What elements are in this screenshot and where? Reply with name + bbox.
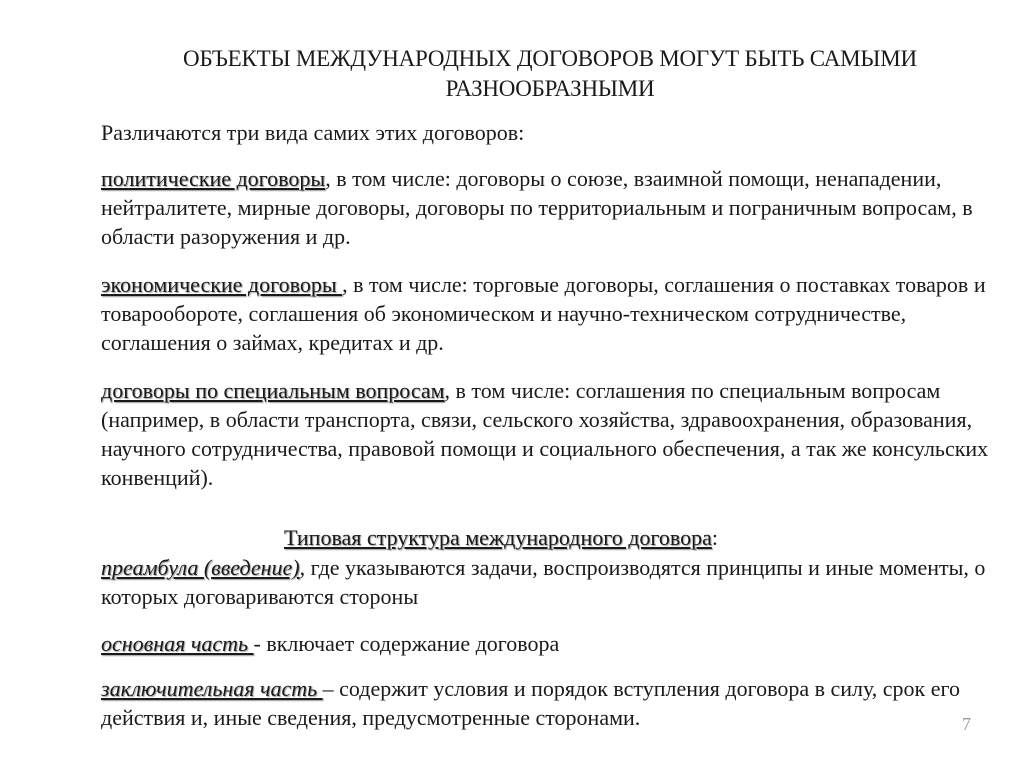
special-treaties-term: договоры по специальным вопросам	[101, 378, 445, 403]
political-treaties-paragraph	[101, 164, 991, 251]
structure-heading-text: Типовая структура международного договора	[284, 525, 712, 550]
lead-text: Различаются три вида самих этих договоров:	[101, 120, 525, 145]
structure-heading-suffix: :	[711, 525, 718, 550]
special-treaties-paragraph	[101, 376, 991, 492]
preamble-paragraph	[101, 553, 991, 611]
slide-title: ОБЪЕКТЫ МЕЖДУНАРОДНЫХ ДОГОВОРОВ МОГУТ БЫТЬ САМЫМИ РАЗНООБРАЗНЫМИ	[183, 46, 917, 101]
political-treaties-text: , в том числе: договоры о союзе, взаимной помощи, ненападении, нейтралитете, мирные договоры, договоры по территориальным и пограничным вопросам, в области разоружения и др.	[101, 166, 973, 249]
preamble-text: , где указываются задачи, воспроизводятся принципы и иные моменты, о которых договариваются стороны	[101, 555, 986, 609]
main-part-text: - включает содержание договора	[253, 631, 560, 656]
main-part-term: основная часть	[101, 631, 254, 656]
special-treaties-text: , в том числе: соглашения по специальным вопросам (например, в области транспорта, связи, сельского хозяйства, здравоохранения, образования, научного сотрудничества, правовой помощи и социального обеспечения, а так же консульских конвенций).	[101, 378, 989, 490]
final-part-term: заключительная часть	[101, 676, 323, 701]
economic-treaties-text: , в том числе: торговые договоры, соглашения о поставках товаров и товарообороте, соглашения об экономическом и научно-техническом сотрудничестве, соглашения о займах, кредитах и др.	[101, 272, 986, 355]
political-treaties-term: политические договоры	[101, 166, 326, 191]
preamble-term: преамбула (введение)	[101, 555, 300, 580]
page-number: 7	[962, 714, 971, 734]
economic-treaties-term: экономические договоры	[101, 272, 343, 297]
main-part-paragraph	[101, 629, 991, 658]
structure-heading	[101, 523, 901, 552]
final-part-text: – содержит условия и порядок вступления договора в силу, срок его действия и, иные сведения, предусмотренные сторонами.	[101, 676, 960, 730]
final-part-paragraph	[101, 674, 991, 732]
economic-treaties-paragraph	[101, 270, 991, 357]
